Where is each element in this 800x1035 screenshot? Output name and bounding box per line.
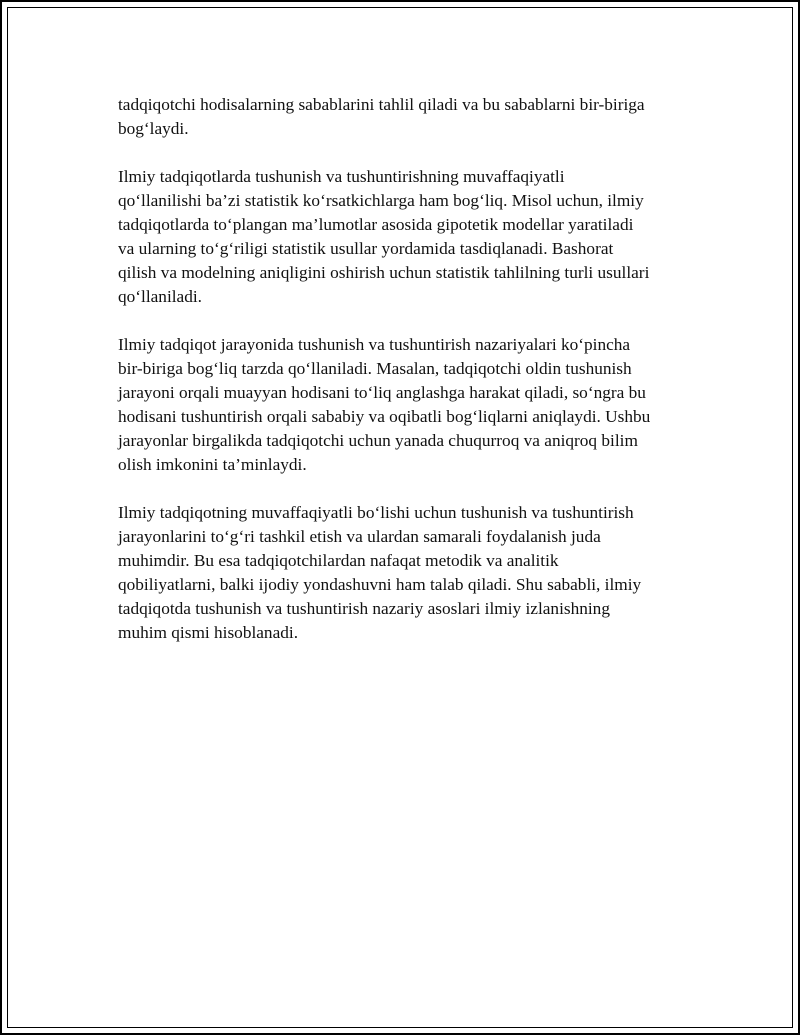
paragraph-2 [118, 165, 698, 309]
text-line: tadqiqotda tushunish va tushuntirish nazariy asoslari ilmiy izlanishning [118, 599, 610, 618]
text-line: bog‘laydi. [118, 119, 189, 138]
text-line: qobiliyatlarni, balki ijodiy yondashuvni ham talab qiladi. Shu sababli, ilmiy [118, 575, 642, 594]
text-line: Ilmiy tadqiqotning muvaffaqiyatli bo‘lishi uchun tushunish va tushuntirish [118, 503, 634, 522]
text-line: muhimdir. Bu esa tadqiqotchilardan nafaqat metodik va analitik [118, 551, 559, 570]
text-line: bir-biriga bog‘liq tarzda qo‘llaniladi. Masalan, tadqiqotchi oldin tushunish [118, 359, 632, 378]
text-line: qo‘llaniladi. [118, 287, 202, 306]
document-body [118, 93, 698, 669]
text-line: va ularning to‘g‘riligi statistik usullar yordamida tasdiqlanadi. Bashorat [118, 239, 614, 258]
text-line: jarayonlarini to‘g‘ri tashkil etish va ulardan samarali foydalanish juda [118, 527, 601, 546]
text-line: qo‘llanilishi ba’zi statistik ko‘rsatkichlarga ham bog‘liq. Misol uchun, ilmiy [118, 191, 644, 210]
paragraph-1 [118, 93, 698, 141]
text-line: qilish va modelning aniqligini oshirish uchun statistik tahlilning turli usullari [118, 263, 650, 282]
text-line: Ilmiy tadqiqot jarayonida tushunish va tushuntirish nazariyalari ko‘pincha [118, 335, 631, 354]
text-line: Ilmiy tadqiqotlarda tushunish va tushuntirishning muvaffaqiyatli [118, 167, 565, 186]
text-line: jarayoni orqali muayyan hodisani to‘liq anglashga harakat qiladi, so‘ngra bu [118, 383, 646, 402]
text-line: tadqiqotchi hodisalarning sabablarini tahlil qiladi va bu sabablarni bir-biriga [118, 95, 645, 114]
paragraph-4 [118, 501, 698, 645]
text-line: tadqiqotlarda to‘plangan ma’lumotlar asosida gipotetik modellar yaratiladi [118, 215, 634, 234]
paragraph-3 [118, 333, 698, 477]
text-line: muhim qismi hisoblanadi. [118, 623, 299, 642]
text-line: olish imkonini ta’minlaydi. [118, 455, 307, 474]
text-line: jarayonlar birgalikda tadqiqotchi uchun yanada chuqurroq va aniqroq bilim [118, 431, 638, 450]
text-line: hodisani tushuntirish orqali sababiy va oqibatli bog‘liqlarni aniqlaydi. Ushbu [118, 407, 651, 426]
